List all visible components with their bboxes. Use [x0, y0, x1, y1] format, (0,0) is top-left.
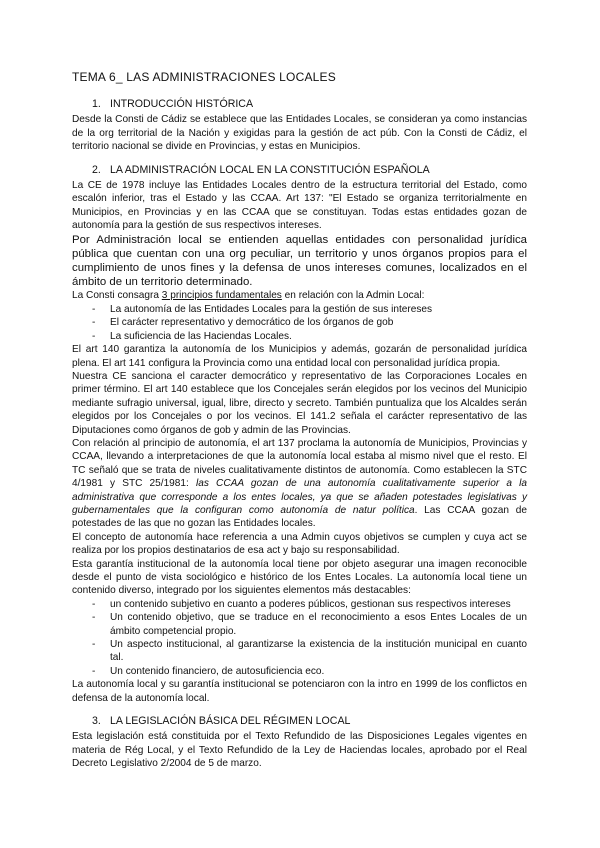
paragraph: La CE de 1978 incluye las Entidades Locales dentro de la estructura territorial del Estado, como escalón inferior, tras el Estado y las CCAA. Art 137: "El Estado se organiza territorialmente en Municipios, en Provincias y en las CCAA que se constituyan. Todas estas entidades gozan de autonomía para la gestión de sus respectivos intereses.	[72, 180, 527, 232]
section-title: LA ADMINISTRACIÓN LOCAL EN LA CONSTITUCIÓN ESPAÑOLA	[110, 163, 430, 176]
list-item: - Un contenido objetivo, que se traduce en el reconocimiento a esos Entes Locales de un ámbito competencial propio.	[72, 611, 527, 638]
list-item: - La autonomía de las Entidades Locales para la gestión de sus intereses	[72, 303, 527, 316]
list-item: - El carácter representativo y democrático de los órganos de gob	[72, 316, 527, 329]
section-number: 2.	[92, 163, 101, 176]
elements-list	[72, 598, 527, 678]
section-number: 1.	[92, 98, 101, 110]
section-title: INTRODUCCIÓN HISTÓRICA	[110, 98, 254, 110]
paragraph: Con relación al principio de autonomía, el art 137 proclama la autonomía de Municipios, Provincias y CCAA, llevando a interpretaciones de que la autonomía local estaba al mismo nivel que el resto. El TC señaló que se trata de niveles cualitativamente distintos de autonomía. Como establecen la STC 4/1981 y STC 25/1981: las CCAA gozan de una autonomía cualitativamente superior a la administrativa que corresponde a los entes locales, ya que se añaden potestades legislativas y gubernamentales que la configuran como autonomía de natur política. Las CCAA gozan de potestades de las que no gozan las Entidades locales.	[72, 437, 527, 530]
list-item: - La suficiencia de las Haciendas Locales.	[72, 330, 527, 343]
italic-quote: las CCAA gozan de una autonomía cualitativamente superior a la administrativa que corresponde a los entes locales, ya que se añaden potestades legislativas y gubernamentales que la configuran como autonomía de natur política	[72, 478, 527, 516]
paragraph: El concepto de autonomía hace referencia a una Admin cuyos objetivos se cumplen y cuya act se realiza por los propios destinatarios de esa act y bajo su responsabilidad.	[72, 531, 527, 557]
section-heading-3	[92, 715, 527, 728]
paragraph: La autonomía local y su garantía institucional se potenciaron con la intro en 1999 de los conflictos en defensa de la autonomía local.	[72, 679, 527, 704]
section-title: LA LEGISLACIÓN BÁSICA DEL RÉGIMEN LOCAL	[110, 715, 351, 728]
paragraph: Nuestra CE sanciona el caracter democrático y representativo de las Corporaciones Locales en primer término. El art 140 establece que los Concejales serán elegidos por los vecinos del Municipio mediante sufragio universal, igual, libre, directo y secreto. También puntualiza que los Alcaldes serán elegidos por los Concejales o por los vecinos. El 141.2 señala el carácter representativo de las Diputaciones como órganos de gob y admin de las Provincias.	[72, 370, 527, 436]
list-item: - un contenido subjetivo en cuanto a poderes públicos, gestionan sus respectivos intereses	[72, 598, 527, 611]
document-title: TEMA 6_ LAS ADMINISTRACIONES LOCALES	[72, 70, 336, 84]
section-number: 3.	[92, 715, 101, 728]
paragraph: Por Administración local se entienden aquellas entidades con personalidad jurídica pública que cuentan con una org peculiar, un territorio y unos órganos propios para el cumplimiento de unos fines y la defensa de unos intereses comunes, localizados en el ámbito de un territorio determinado.	[72, 233, 527, 289]
document-body	[72, 98, 527, 771]
list-item: - Un aspecto institucional, al garantizarse la existencia de la institución municipal en cuanto tal.	[72, 638, 527, 665]
paragraph: Desde la Consti de Cádiz se establece que las Entidades Locales, se consideran ya como instancias de la org territorial de la Nación y exigidas para la gestión de act púb. Con la Consti de Cádiz, el territorio nacional se divide en Provincias, y estas en Municipios.	[72, 114, 527, 153]
paragraph: Esta legislación está constituida por el Texto Refundido de las Disposiciones Legales vigentes en materia de Rég Local, y el Texto Refundido de la Ley de Haciendas locales, aprobado por el Real Decreto Legislativo 2/2004 de 5 de marzo.	[72, 731, 527, 770]
paragraph: El art 140 garantiza la autonomía de los Municipios y además, gozarán de personalidad jurídica plena. El art 141 configura la Provincia como una entidad local con personalidad jurídica propia.	[72, 344, 527, 369]
section-heading-1	[92, 98, 527, 111]
principles-list	[72, 303, 527, 343]
section-heading-2	[92, 164, 527, 177]
paragraph: Esta garantía institucional de la autonomía local tiene por objeto asegurar una imagen reconocible desde el punto de vista sociológico e histórico de los Entes Locales. La autonomía local tiene un contenido diverso, integrado por los siguientes elementos más destacables:	[72, 558, 527, 597]
underlined-text: 3 principios fundamentales	[161, 290, 282, 302]
paragraph: La Consti consagra 3 principios fundamentales en relación con la Admin Local:	[72, 290, 425, 302]
list-item: - Un contenido financiero, de autosuficiencia eco.	[72, 665, 527, 678]
